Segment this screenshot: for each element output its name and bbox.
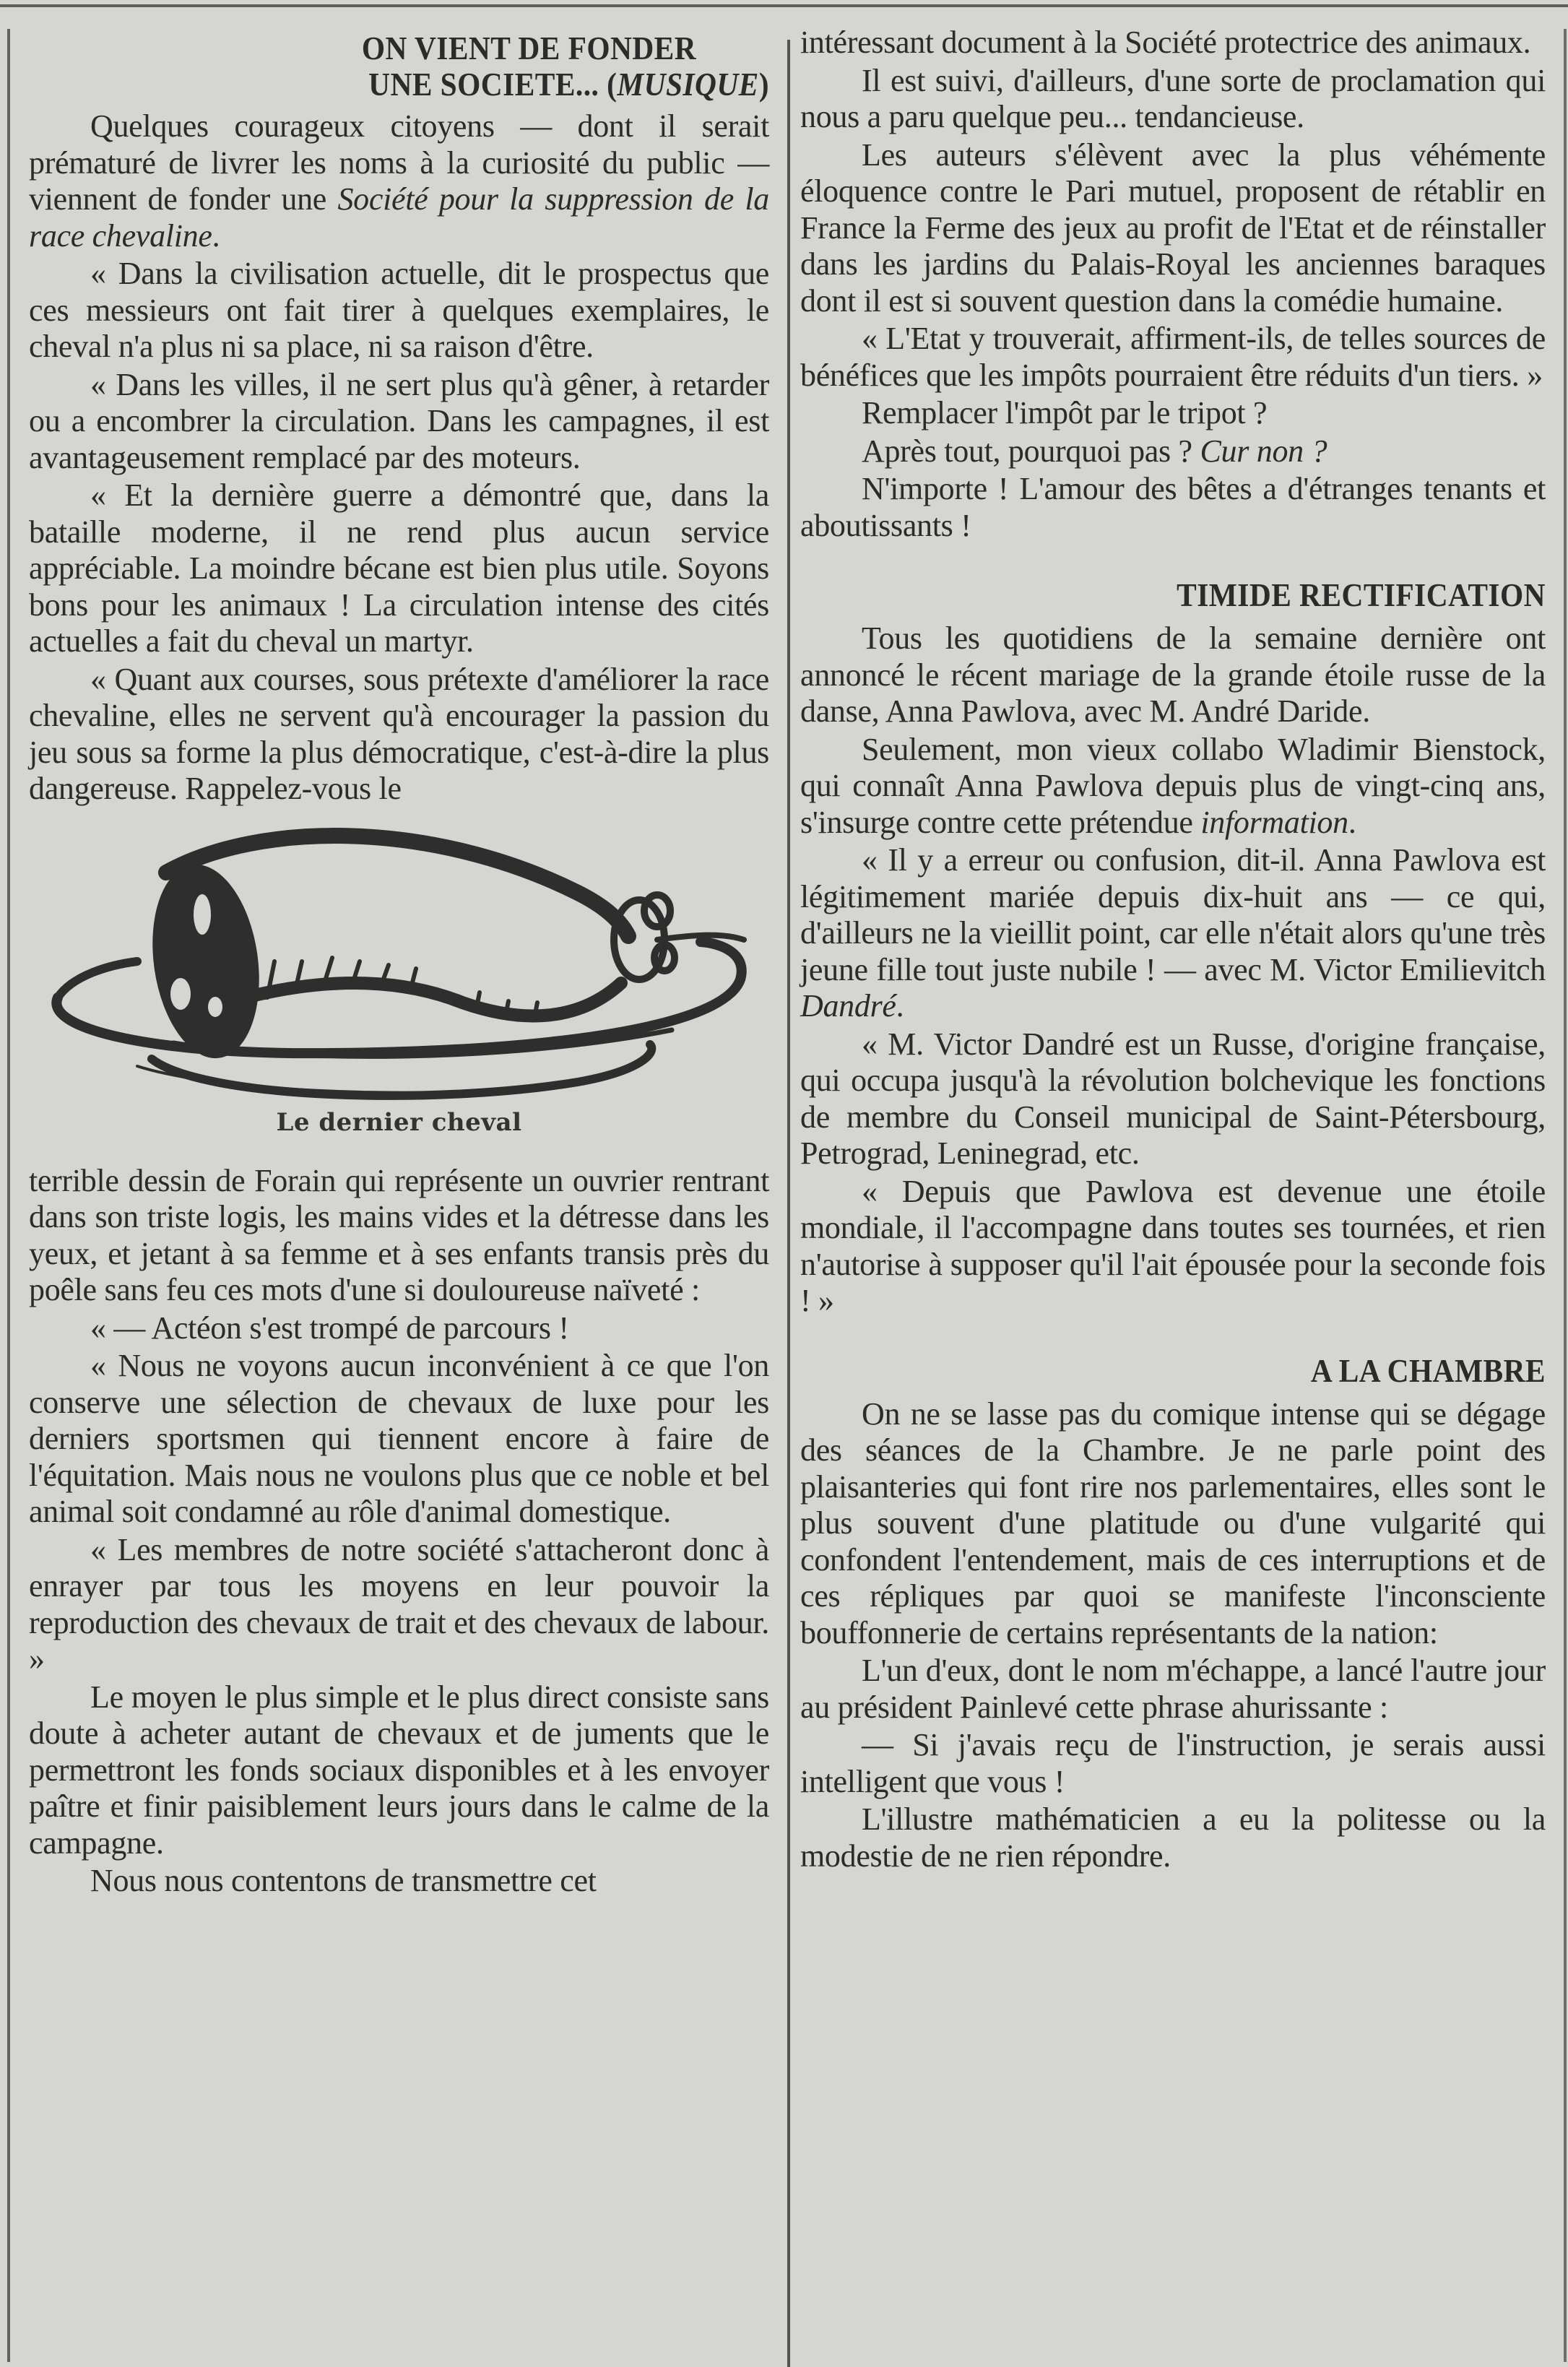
top-rule — [0, 4, 1568, 7]
paragraph — [800, 433, 1546, 470]
emphasis: information — [1200, 804, 1348, 840]
paragraph: Il est suivi, d'ailleurs, d'une sorte de proclamation qui nous a paru quelque peu... tendancieuse. — [800, 62, 1546, 134]
text: « Il y a erreur ou confusion, dit-il. Anna Pawlova est légitimement mariée depuis dix-huit ans — ce qui, d'ailleurs ne la vieillit point, car elle n'était alors qu'une très jeune fille tout juste nubile ! — avec M. Victor Emilievitch — [800, 842, 1546, 987]
paragraph: « Depuis que Pawlova est devenue une étoile mondiale, il l'accompagne dans toutes ses tournées, et rien n'autorise à supposer qu'il l'ait épousée pour la seconde fois ! » — [800, 1173, 1546, 1318]
paragraph: « Nous ne voyons aucun inconvénient à ce que l'on conserve une sélection de chevaux de luxe pour les derniers sportsmen qui tiennent encore à faire de l'équitation. Mais nous ne voulons plus que ce noble et bel animal soit condamné au rôle d'animal domestique. — [29, 1348, 769, 1529]
paragraph: « Et la dernière guerre a démontré que, dans la bataille moderne, il ne rend plus aucun service appréciable. La moindre bécane est bien plus utile. Soyons bons pour les animaux ! La circulation intense des cités actuelles a fait du cheval un martyr. — [29, 477, 769, 659]
paragraph: Nous nous contentons de transmettre cet — [90, 1863, 597, 1898]
text: . — [896, 988, 904, 1024]
paragraph: « — Actéon s'est trompé de parcours ! — [90, 1310, 569, 1346]
figure-caption: Le dernier cheval — [276, 1107, 522, 1137]
paragraph: « Quant aux courses, sous prétexte d'améliorer la race chevaline, elles ne servent qu'à encourager la passion du jeu sous sa forme la plus démocratique, c'est-à-dire la plus dangereuse. Rappelez-vous le — [29, 661, 769, 806]
column-divider — [787, 40, 790, 2367]
paragraph: « Dans la civilisation actuelle, dit le prospectus que ces messieurs ont fait tirer à quelques exemplaires, le cheval n'a plus ni sa place, ni sa raison d'être. — [29, 256, 769, 364]
illustration-sausage-on-plate — [29, 813, 769, 1102]
paragraph: « Les membres de notre société s'attacheront donc à enrayer par tous les moyens en leur pouvoir la reproduction des chevaux de trait et des chevaux de labour. » — [29, 1531, 769, 1676]
text: Après tout, pourquoi pas ? — [862, 433, 1200, 469]
paragraph: Tous les quotidiens de la semaine dernière ont annoncé le récent mariage de la grande étoile russe de la danse, Anna Pawlova, avec M. André Daride. — [800, 620, 1546, 729]
paragraph: L'illustre mathématicien a eu la politesse ou la modestie de ne rien répondre. — [800, 1801, 1546, 1874]
emphasis: Dandré — [800, 988, 896, 1024]
paragraph: Les auteurs s'élèvent avec la plus véhémente éloquence contre le Pari mutuel, proposent de rétablir en France la Ferme des jeux au profit de l'Etat et de réinstaller dans les jardins du Palais-Royal les anciennes baraques dont il est si souvent question dans la comédie humaine. — [800, 137, 1546, 319]
left-border-rule — [7, 29, 10, 2362]
paragraph — [29, 108, 769, 254]
left-column — [29, 30, 769, 1900]
text: . — [1348, 804, 1356, 840]
paragraph: — Si j'avais reçu de l'instruction, je serais aussi intelligent que vous ! — [800, 1727, 1546, 1799]
paragraph: Remplacer l'impôt par le tripot ? — [862, 395, 1268, 430]
text: Seulement, mon vieux collabo Wladimir Bienstock, qui connaît Anna Pawlova depuis plus de vingt-cinq ans, s'insurge contre cette prétendue — [800, 731, 1546, 840]
article-title-timide-rectification: TIMIDE RECTIFICATION — [1177, 576, 1546, 613]
title-text: UNE SOCIETE... ( — [368, 66, 618, 103]
article-title-line2 — [103, 66, 770, 103]
text: Quelques courageux citoyens — dont il serait prématuré de livrer les noms à la curiosité du public — viennent de fonder une — [29, 108, 769, 217]
article-title-a-la-chambre: A LA CHAMBRE — [1310, 1351, 1546, 1389]
right-column — [800, 25, 1546, 1874]
paragraph: intéressant document à la Société protectrice des animaux. — [800, 25, 1531, 60]
paragraph: « Dans les villes, il ne sert plus qu'à gêner, à retarder ou a encombrer la circulation. Dans les campagnes, il est avantageusement remplacé par des moteurs. — [29, 366, 769, 475]
sausage-plate-drawing — [29, 813, 769, 1102]
title-paren: ) — [758, 66, 769, 103]
paragraph: Le moyen le plus simple et le plus direct consiste sans doute à acheter autant de chevaux et de juments que le permettront les fonds sociaux disponibles et à les envoyer paître et finir paisiblement leurs jours dans le calme de la campagne. — [29, 1679, 769, 1861]
paragraph — [800, 842, 1546, 1025]
paragraph: « M. Victor Dandré est un Russe, d'origine française, qui occupa jusqu'à la révolution bolchevique les fonctions de membre du Conseil municipal de Saint-Pétersbourg, Petrograd, Leninegrad, etc. — [800, 1026, 1546, 1171]
paragraph: N'importe ! L'amour des bêtes a d'étranges tenants et aboutissants ! — [800, 471, 1546, 543]
paragraph: terrible dessin de Forain qui représente un ouvrier rentrant dans son triste logis, les mains vides et la détresse dans les yeux, et jetant à sa femme et à ses enfants transis près du poêle sans feu ces mots d'une si douloureuse naïveté : — [29, 1162, 769, 1307]
society-name: Société pour la suppression de la race chevaline — [29, 181, 769, 254]
paragraph: On ne se lasse pas du comique intense qui se dégage des séances de la Chambre. Je ne parle point des plaisanteries qui font rire nos parlementaires, elles sont le plus souvent d'une platitude ou d'une vulgarité qui confondent l'entendement, mais de ces interruptions et de ces répliques par quoi se manifeste l'inconsciente bouffonnerie de certains représentants de la nation: — [800, 1395, 1546, 1650]
article-title-line1: ON VIENT DE FONDER — [361, 30, 697, 66]
paragraph: L'un d'eux, dont le nom m'échappe, a lancé l'autre jour au président Painlevé cette phrase ahurissante : — [800, 1653, 1546, 1725]
paragraph — [800, 732, 1546, 841]
right-border-rule — [1564, 29, 1567, 2362]
title-italic: MUSIQUE — [617, 66, 759, 103]
paragraph: « L'Etat y trouverait, affirment-ils, de telles sources de bénéfices que les impôts pourraient être réduits d'un tiers. » — [800, 321, 1546, 393]
text: . — [212, 217, 220, 254]
latin-phrase: Cur non ? — [1200, 433, 1327, 469]
